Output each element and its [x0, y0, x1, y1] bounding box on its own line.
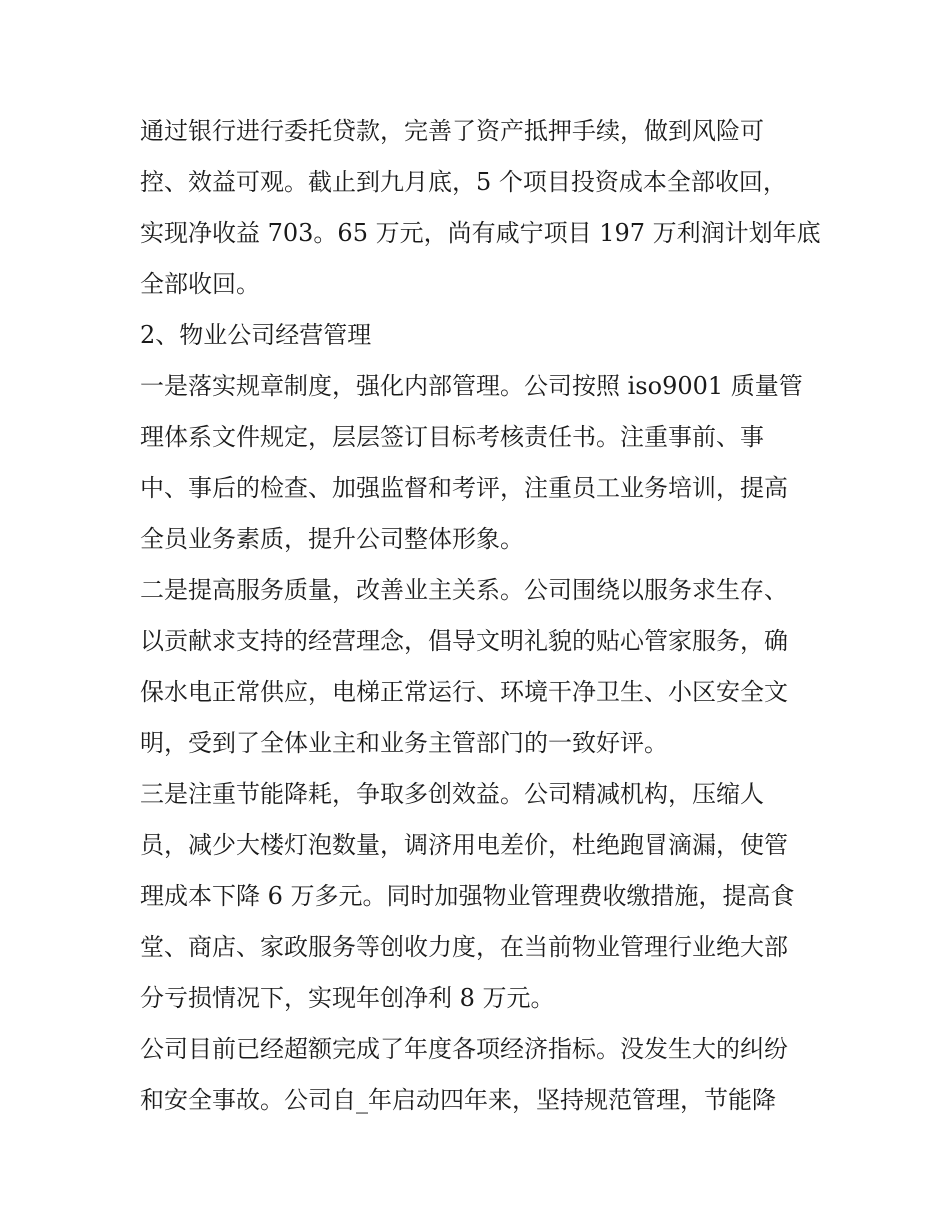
text-line: 理体系文件规定，层层签订目标考核责任书。注重事前、事: [140, 423, 764, 451]
text-line: 和安全事故。公司自_年启动四年来，坚持规范管理，节能降: [140, 1086, 776, 1114]
heading-line: 2、物业公司经营管理: [140, 321, 372, 349]
text-line: 保水电正常供应，电梯正常运行、环境干净卫生、小区安全文: [140, 678, 788, 706]
text-line: 分亏损情况下，实现年创净利 8 万元。: [140, 984, 555, 1012]
text-line: 全员业务素质，提升公司整体形象。: [140, 525, 524, 553]
text-line: 控、效益可观。截止到九月底，5 个项目投资成本全部收回，: [140, 168, 787, 196]
text-line: 三是注重节能降耗，争取多创效益。公司精减机构，压缩人: [140, 780, 764, 808]
text-line: 一是落实规章制度，强化内部管理。公司按照 iso9001 质量管: [140, 372, 803, 400]
paragraph-loan-recovery: [140, 106, 821, 310]
paragraph-internal-management: [140, 361, 812, 565]
document-body: [140, 106, 821, 1126]
text-line: 实现净收益 703。65 万元，尚有咸宁项目 197 万利润计划年底: [140, 219, 821, 247]
text-line: 明，受到了全体业主和业务主管部门的一致好评。: [140, 729, 668, 757]
text-line: 中、事后的检查、加强监督和考评，注重员工业务培训，提高: [140, 474, 788, 502]
text-line: 以贡献求支持的经营理念，倡导文明礼貌的贴心管家服务，确: [140, 627, 788, 655]
text-line: 全部收回。: [140, 270, 260, 298]
text-line: 二是提高服务质量，改善业主关系。公司围绕以服务求生存、: [140, 576, 788, 604]
paragraph-energy-saving: [140, 769, 812, 1024]
text-line: 员，减少大楼灯泡数量，调济用电差价，杜绝跑冒滴漏，使管: [140, 831, 788, 859]
section-heading: [140, 310, 812, 361]
paragraph-service-quality: [140, 565, 812, 769]
paragraph-annual-targets: [140, 1024, 812, 1126]
text-line: 通过银行进行委托贷款，完善了资产抵押手续，做到风险可: [140, 117, 764, 145]
text-line: 堂、商店、家政服务等创收力度，在当前物业管理行业绝大部: [140, 933, 788, 961]
text-line: 公司目前已经超额完成了年度各项经济指标。没发生大的纠纷: [140, 1035, 788, 1063]
text-line: 理成本下降 6 万多元。同时加强物业管理费收缴措施，提高食: [140, 882, 795, 910]
